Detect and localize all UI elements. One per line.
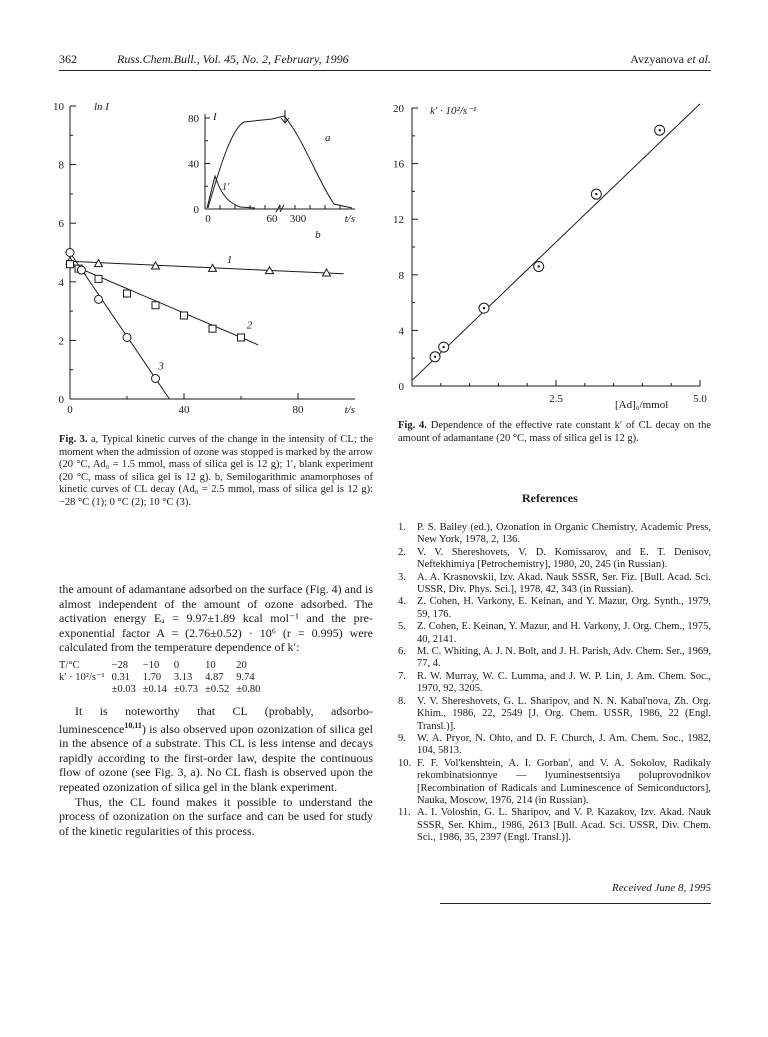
fig3-inset-curve-label-a: a	[325, 132, 331, 144]
fig4-x-tick-label: 5.0	[693, 393, 707, 405]
table-cell: 4.87	[205, 671, 224, 683]
received-date: Received June 8, 1995	[612, 882, 711, 894]
fig4-x-tick-label: 2.5	[549, 393, 563, 405]
fig4-y-tick-label: 12	[393, 214, 404, 227]
figure-4-caption: Fig. 4. Dependence of the effective rate constant k′ of CL decay on the amount of adamantane (20 °C, mass of silica gel is 12 g).	[398, 420, 711, 444]
reference-number: 7.	[398, 670, 406, 682]
table-row	[59, 672, 267, 684]
table-cell: 3.13	[173, 671, 193, 683]
reference-number: 8.	[398, 695, 406, 707]
reference-text: Z. Cohen, E. Keinan, Y. Mazur, and H. Varkony, J. Org. Chem., 1975, 40, 2141.	[417, 621, 711, 645]
table-cell: 0	[173, 659, 180, 671]
table-cell: −28	[111, 659, 129, 671]
data-point-circle	[77, 266, 85, 274]
data-point-square	[95, 275, 102, 282]
reference-text: A. A. Krasnovskii, Izv. Akad. Nauk SSSR, Ser. Fiz. [Bull. Acad. Sci. USSR, Div. Phys. Sci.], 1978, 42, 343 (in Russian).	[417, 571, 711, 596]
reference-text: A. I. Voloshin, G. L. Sharipov, and V. P. Kazakov, Izv. Akad. Nauk SSSR, Ser. Khim., 1986, 2613 [Bull. Acad. Sci. USSR, Div. Chem. Sci., 1986, 35, 2397 (Engl. Transl.)].	[417, 807, 711, 844]
table-cell: ±0.73	[173, 683, 199, 695]
figure-3-caption: Fig. 3. a, Typical kinetic curves of the change in the intensity of CL; the moment when the admission of ozone was stopped is marked by the arrow (20 °C, Ad₀ = 1.5 mmol, mass of silica gel is 12 g); 1′, blank experiment (20 °C, mass of silica gel is 12 g). b, Semilogarithmic anamorphoses of kinetic curves of CL decay (Ad₀ = 2.5 mmol, mass of silica gel is 12 g): −28 °C (1); 0 °C (2); 10 °C (3).	[59, 434, 373, 508]
fig3-curve-label: 3	[158, 360, 164, 373]
data-point-square	[67, 261, 74, 268]
data-point-circle	[66, 249, 74, 257]
fig3-y-tick-label: 2	[58, 335, 64, 348]
reference-number: 5.	[398, 621, 406, 633]
fig3-inset-x-label: t/s	[344, 213, 355, 225]
fig4-y-label: k′ · 10²/s⁻¹	[430, 105, 477, 117]
data-point-circle	[123, 333, 131, 341]
data-point-center	[538, 265, 540, 267]
fig3-inset-x-tick-label: 0	[205, 213, 211, 225]
fig3-inset-y-label: I	[213, 111, 217, 123]
page-number: 362	[59, 52, 77, 66]
reference-item	[398, 807, 711, 844]
data-point-square	[152, 302, 159, 309]
reference-text: W. A. Pryor, N. Ohto, and D. F. Church, J. Am. Chem. Soc., 1982, 104, 5813.	[417, 732, 711, 757]
reference-number: 3.	[398, 571, 406, 583]
fig3-x-tick-label: 0	[67, 404, 73, 416]
fig4-y-tick-label: 4	[398, 325, 404, 338]
fig3-inset-curve-a	[208, 116, 352, 208]
fig3-y-tick-label: 0	[58, 394, 64, 406]
data-point-center	[483, 307, 485, 309]
fig3-y-label: ln I	[94, 101, 109, 113]
reference-number: 10.	[398, 757, 412, 769]
fig4-y-tick-label: 16	[393, 158, 404, 171]
fig3-curve-label: 1	[226, 253, 233, 266]
fig3-series-1	[66, 254, 344, 276]
table-cell: ±0.14	[142, 683, 167, 695]
fig3-axes	[53, 101, 355, 416]
fig3-x-tick-label: 40	[178, 404, 190, 416]
data-point-square	[209, 325, 216, 332]
data-point-center	[434, 356, 436, 358]
paragraph-activation-energy: the amount of adamantane adsorbed on the surface (Fig. 4) and is almost independent of the amount of ozone adsorbed. The activation energy Eₐ = 9.97±1.89 kcal mol⁻¹ and the pre-exponential factor A = (2.76±0.52) · 10⁶ (r = 0.995) were calculated from the temperature dependence of k′:	[59, 582, 373, 655]
table-cell: −10	[142, 659, 160, 671]
fig3-fit-line-1	[70, 261, 344, 274]
fig3-panel-b-label: b	[315, 228, 321, 241]
fig4-y-tick-label: 20	[393, 103, 404, 115]
body-text	[59, 582, 373, 838]
fig3-inset-x-tick-label: 60	[266, 213, 278, 225]
references-heading: References	[522, 491, 578, 505]
table-row-label: k′ · 10²/s⁻¹	[59, 671, 105, 683]
reference-text: F. F. Vol'kenshtein, A. I. Gorban', and V. A. Sokolov, Radikaly rekombinatsionnye — lyuminestsentsiya poluprovodnikov [Recombination of Radicals and Luminescence of Semiconductors], Nauka, Moscow, 1976, 214 (in Russian).	[417, 757, 711, 806]
reference-number: 4.	[398, 596, 406, 608]
fig3-inset-curve-label-blank: 1'	[222, 182, 230, 193]
data-point-square	[238, 334, 245, 341]
reference-item	[398, 733, 711, 758]
fig4-y-tick-label: 8	[398, 269, 404, 282]
data-point-square	[124, 290, 131, 297]
table-cell: ±0.80	[236, 683, 261, 695]
reference-text: V. V. Shereshovets, V. D. Komissarov, and E. T. Denisov, Neftekhimiya [Petrochemistry], 1980, 20, 245 (in Russian).	[417, 546, 711, 571]
fig3-y-tick-label: 10	[53, 101, 64, 113]
fig4-axes	[393, 103, 707, 411]
table-cell: 0.31	[111, 671, 131, 683]
fig3-y-tick-label: 4	[58, 276, 64, 289]
data-point-center	[442, 346, 444, 348]
reference-text: M. C. Whiting, A. J. N. Bolt, and J. H. Parish, Adv. Chem. Ser., 1969, 77, 4.	[417, 646, 711, 670]
table-cell: 10	[205, 659, 216, 671]
data-point-square	[181, 312, 188, 319]
fig4-y-tick-label: 0	[398, 381, 404, 393]
fig3-series	[66, 249, 344, 400]
table-row	[59, 660, 267, 672]
figure-3-chart	[40, 96, 380, 426]
fig3-curve-label: 2	[246, 319, 253, 332]
reference-item	[398, 646, 711, 671]
reference-number: 9.	[398, 732, 406, 744]
reference-item	[398, 671, 711, 696]
fig3-inset-x-tick-label: 300	[289, 213, 307, 225]
reference-number: 1.	[398, 522, 406, 533]
fig3-x-tick-label: 80	[292, 404, 304, 416]
fig4-points	[412, 104, 700, 381]
data-point-center	[658, 129, 660, 131]
data-point-center	[595, 193, 597, 195]
reference-item	[398, 547, 711, 572]
reference-number: 2.	[398, 546, 406, 558]
table-cell: ±0.52	[205, 683, 230, 695]
table-row	[59, 684, 267, 696]
footer-rule	[440, 903, 711, 904]
figure-4-chart	[390, 96, 720, 416]
paragraph-adsorboluminescence: It is noteworthy that CL (probably, adsorbo-luminescence$^{10,11}$) is also observed upon ozonization of silica gel in the absence of a substrate. This CL is less intense and decays rapidly according to the first-order law, despite the continuous flow of ozone (see Fig. 3, a). No CL flash is observed upon the repeated ozonization of silica gel in the blank experiment.	[59, 703, 373, 794]
reference-number: 6.	[398, 646, 406, 658]
reference-text: P. S. Bailey (ed.), Ozonation in Organic Chemistry, Academic Press, New York, 1978, 2, 136.	[417, 522, 711, 546]
reference-item	[398, 621, 711, 646]
journal-citation: Russ.Chem.Bull., Vol. 45, No. 2, February, 1996	[117, 52, 349, 66]
table-cell: 9.74	[236, 671, 255, 683]
reference-item	[398, 522, 711, 547]
fig3-inset-curve-blank	[207, 176, 255, 208]
fig3-inset-y-tick-label: 80	[188, 113, 199, 125]
header-authors: Avzyanova et al.	[630, 52, 711, 66]
fig3-inset	[188, 110, 355, 225]
fig3-inset-y-tick-label: 0	[193, 204, 199, 216]
fig3-y-tick-label: 6	[58, 218, 64, 231]
fig4-x-label: [Ad]₀/mmol	[614, 399, 669, 411]
table-row-label: T/°C	[59, 659, 80, 671]
fig3-x-label: t/s	[344, 404, 355, 416]
fig3-series-2	[67, 261, 259, 345]
data-point-circle	[152, 374, 160, 382]
reference-item	[398, 696, 711, 733]
reference-item	[398, 572, 711, 597]
reference-item	[398, 758, 711, 808]
data-point-circle	[95, 295, 103, 303]
fig4-fit-line	[412, 104, 700, 381]
references-list	[398, 522, 711, 845]
fig3-series-3	[66, 249, 169, 400]
reference-text: R. W. Murray, W. C. Lumma, and J. W. P. Lin, J. Am. Chem. Soc., 1970, 92, 3205.	[417, 670, 711, 695]
running-header	[59, 52, 711, 71]
reference-item	[398, 596, 711, 621]
reference-number: 11.	[398, 807, 411, 819]
table-cell: 1.70	[142, 671, 162, 683]
paragraph-conclusion: Thus, the CL found makes it possible to understand the process of ozonization on the surface and can be used for study of the kinetic regularities of this process.	[59, 794, 373, 838]
fig3-y-tick-label: 8	[58, 159, 64, 172]
fig3-inset-y-tick-label: 40	[188, 158, 199, 171]
temperature-dependence-table	[59, 660, 267, 696]
reference-text: Z. Cohen, H. Varkony, E. Keinan, and Y. Mazur, Org. Synth., 1979, 59, 176.	[417, 596, 711, 620]
table-cell: 20	[236, 659, 247, 671]
table-cell: ±0.03	[111, 683, 136, 695]
reference-text: V. V. Shereshovets, G. L. Sharipov, and N. N. Kabal'nova, Zh. Org. Khim., 1986, 22, 2549 [J. Org. Chem. USSR, 1986, 22 (Engl. Transl.)].	[417, 695, 711, 732]
